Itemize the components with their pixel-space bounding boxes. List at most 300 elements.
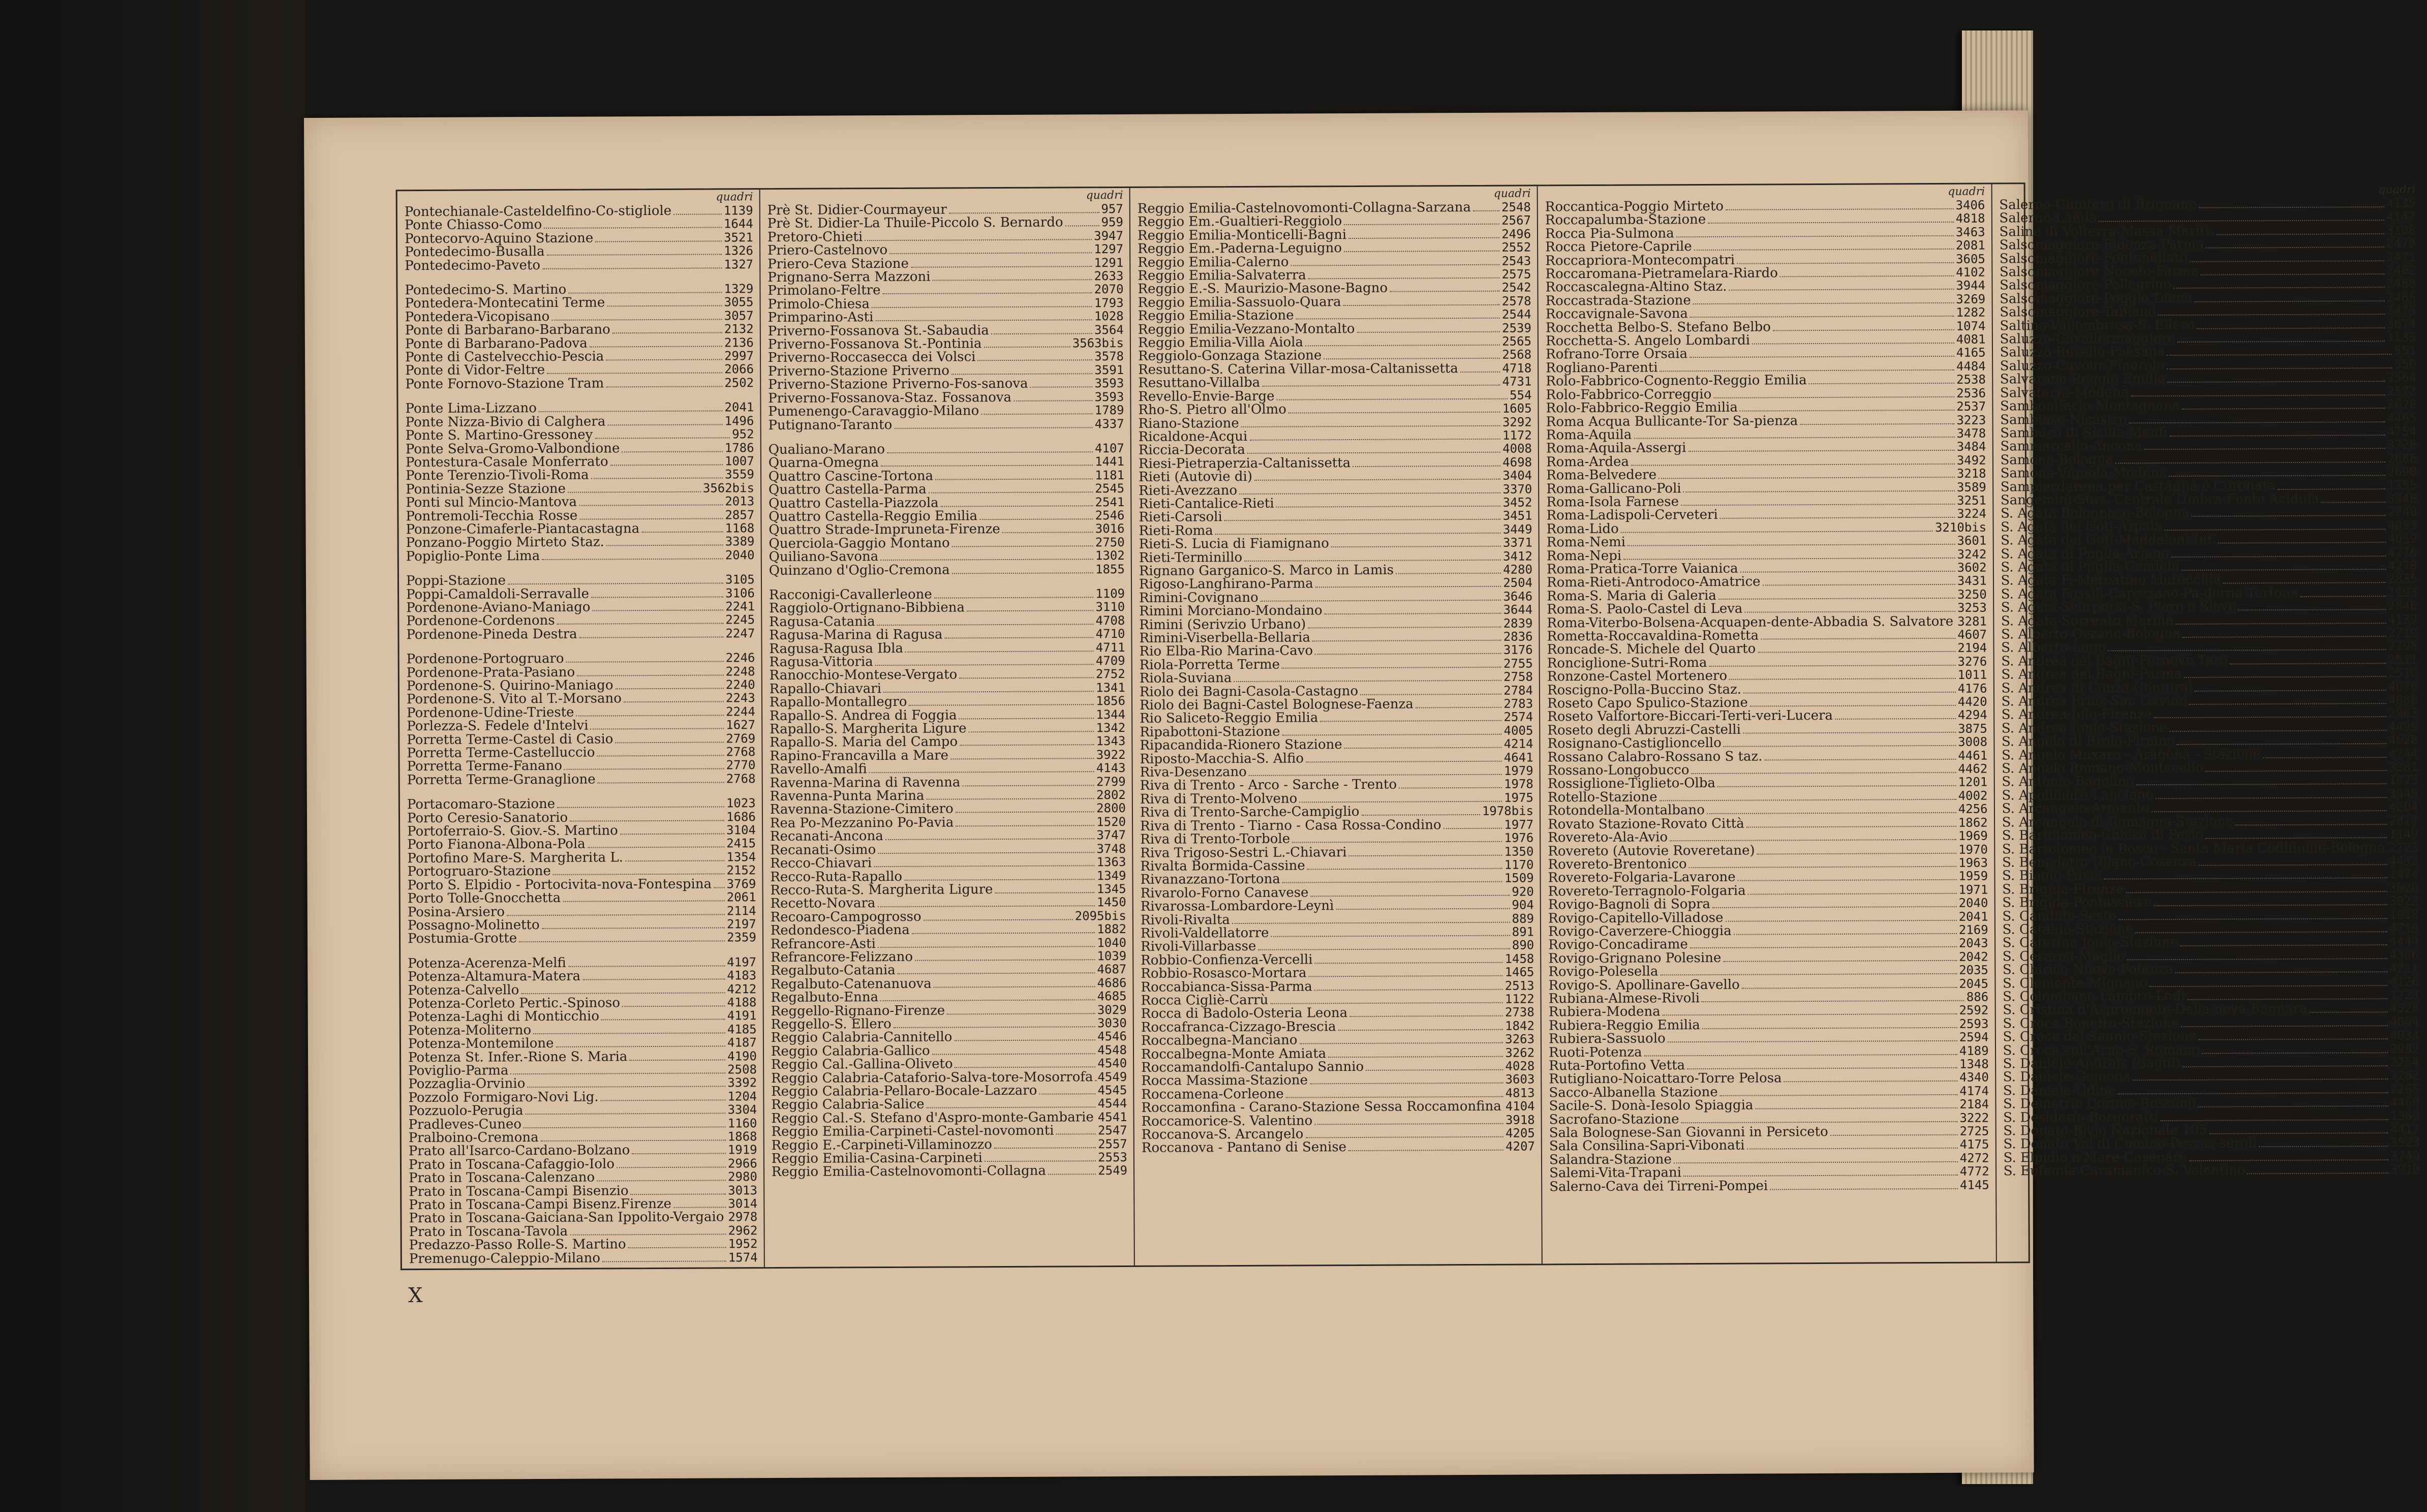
entry-route-name: Reggio Emilia-Castelnovomonti-Collagna-Sarzana xyxy=(1137,199,1471,217)
index-entry xyxy=(2003,1083,2419,1098)
entry-route-name: Reggio Emilia-Carpineti-Castel-novomonti xyxy=(771,1123,1054,1140)
entry-map-code: 889 xyxy=(1512,911,1534,926)
dot-leader xyxy=(579,628,724,638)
entry-map-code: 3945 xyxy=(2388,786,2418,801)
entry-map-code: 4719 xyxy=(2389,920,2419,936)
dot-leader xyxy=(2209,1124,2388,1134)
entry-map-code: 4191 xyxy=(727,1008,757,1023)
dot-leader xyxy=(934,977,1095,988)
entry-map-code: 4053 xyxy=(2387,518,2417,533)
entry-route-name: Rapallo-S. Margherita Ligure xyxy=(770,721,967,737)
entry-map-code: 2557 xyxy=(1097,1136,1127,1151)
entry-route-name: Prato in Toscana-Gaiciana-San Ippolito-Vergaio xyxy=(409,1209,724,1226)
dot-leader xyxy=(1308,618,1501,628)
entry-route-name: Roccamonfina - Carano-Stazione Sessa Roccamonfina xyxy=(1141,1098,1501,1116)
index-entry xyxy=(1547,628,1987,643)
dot-leader xyxy=(631,1185,726,1195)
entry-route-name: Priverno-Roccasecca dei Volsci xyxy=(767,349,976,366)
index-entry xyxy=(2002,854,2418,870)
entry-map-code: 3022 xyxy=(2389,893,2419,909)
index-entry xyxy=(408,877,756,892)
entry-route-name: Quattro Cascine-Tortona xyxy=(768,468,934,484)
entry-map-code: 2244 xyxy=(726,704,755,719)
entry-map-code: 3389 xyxy=(725,534,755,549)
entry-map-code: 4107 xyxy=(1094,441,1124,456)
dot-leader xyxy=(507,905,725,916)
dot-leader xyxy=(1723,951,1957,962)
entry-route-name: Sacile-S. Donà-Iesolo Spiaggia xyxy=(1549,1097,1754,1114)
index-entry xyxy=(768,404,1124,418)
dot-leader xyxy=(2223,574,2386,584)
index-entry xyxy=(2003,975,2419,990)
index-entry xyxy=(1140,818,1533,833)
index-entry xyxy=(405,231,753,245)
index-entry xyxy=(769,522,1124,537)
dot-leader xyxy=(2198,1097,2388,1107)
entry-map-code: 2592 xyxy=(1959,1003,1989,1018)
dot-leader xyxy=(598,773,724,783)
entry-map-code: 2184 xyxy=(1959,1097,1989,1112)
dot-leader xyxy=(1752,334,1954,345)
dot-leader xyxy=(1750,696,1956,707)
dot-leader xyxy=(1634,428,1954,439)
entry-route-name: Pontedecimo-S. Martino xyxy=(405,282,567,298)
column-header: quadri xyxy=(716,191,753,204)
entry-route-name: Rocca Pietore-Caprile xyxy=(1545,239,1692,255)
dot-leader xyxy=(606,536,723,546)
index-entry xyxy=(1141,925,1534,940)
dot-leader xyxy=(606,351,722,361)
entry-map-code: 4104 xyxy=(1505,1099,1535,1114)
entry-map-code: 2835 xyxy=(2387,572,2417,587)
entry-map-code: 904 xyxy=(1512,898,1534,912)
entry-map-code: 2541 xyxy=(1095,495,1125,509)
dot-leader xyxy=(641,522,723,533)
entry-route-name: Riposto-Macchia-S. Alfio xyxy=(1140,751,1304,767)
entry-route-name: Priero-Ceva Stazione xyxy=(767,256,909,272)
entry-map-code: 2966 xyxy=(727,1156,757,1171)
index-entry xyxy=(1548,950,1988,965)
index-entry xyxy=(767,242,1123,257)
dot-leader xyxy=(956,816,1094,826)
entry-map-code: 1350 xyxy=(1504,844,1534,859)
entry-map-code: 1360 xyxy=(2390,1108,2420,1123)
dot-leader xyxy=(1800,414,1954,424)
dot-leader xyxy=(607,297,722,307)
entry-map-code: 2770 xyxy=(726,758,756,773)
entry-route-name: Sangemini-Staz. Centrale Umbra-Fonte Acidula xyxy=(2000,491,2320,508)
entry-map-code: 1193 xyxy=(2388,585,2417,600)
index-entry xyxy=(408,1023,757,1037)
entry-map-code: 3593 xyxy=(1094,376,1124,391)
index-entry xyxy=(1139,469,1532,484)
entry-map-code: 4484 xyxy=(1956,359,1986,374)
entry-map-code: 4731 xyxy=(1502,374,1532,389)
dot-leader xyxy=(1683,1166,1958,1177)
entry-route-name: Rivoli-Rivalta xyxy=(1140,912,1230,928)
index-entry xyxy=(770,775,1125,790)
index-entry xyxy=(1546,467,1986,482)
entry-route-name: Roccanova-S. Arcangelo xyxy=(1141,1126,1304,1143)
entry-route-name: Roma-Viterbo-Bolsena-Acquapen-dente-Abbadia S. Salvatore xyxy=(1547,613,1954,631)
entry-map-code: 4628 xyxy=(2388,733,2418,748)
dot-leader xyxy=(570,1225,726,1235)
entry-route-name: Recco-Ruta-S. Margherita Ligure xyxy=(770,882,993,898)
entry-map-code: 1139 xyxy=(723,203,753,218)
dot-leader xyxy=(1687,1059,1957,1069)
dot-leader xyxy=(521,983,725,994)
index-entry xyxy=(771,949,1126,964)
entry-map-code: 1825 xyxy=(2388,773,2418,788)
index-entry xyxy=(1141,1006,1534,1021)
index-column-1 xyxy=(397,190,765,1269)
entry-route-name: Rignano Garganico-S. Marco in Lamis xyxy=(1139,562,1394,579)
dot-leader xyxy=(1299,1034,1503,1044)
entry-map-code: 3263 xyxy=(1505,1032,1535,1046)
entry-map-code: 2132 xyxy=(724,322,754,336)
entry-route-name: Raggiolo-Ortignano-Bibbiena xyxy=(769,600,965,616)
dot-leader xyxy=(1473,202,1499,211)
index-entry xyxy=(1140,643,1533,659)
dot-leader xyxy=(570,811,724,821)
entry-map-code: 3562bis xyxy=(702,480,755,496)
dot-leader xyxy=(1315,644,1501,655)
dot-leader xyxy=(947,1004,1095,1014)
entry-route-name: Priverno-Fossanova-Staz. Fossanova xyxy=(768,389,1012,406)
entry-route-name: Pontedecimo-Busalla xyxy=(405,244,545,260)
index-entry xyxy=(408,1036,757,1051)
index-entry xyxy=(2002,814,2418,829)
dot-leader xyxy=(525,1104,725,1115)
dot-leader xyxy=(1681,1113,1957,1123)
entry-map-code: 2752 xyxy=(1095,667,1125,682)
index-entry xyxy=(407,651,755,666)
entry-map-code: 4744 xyxy=(2388,746,2418,761)
entry-map-code: 4340 xyxy=(1959,1070,1989,1085)
entry-map-code: 4461 xyxy=(1958,748,1988,763)
entry-map-code: 1363 xyxy=(1096,855,1126,870)
entry-route-name: Regalbuto-Enna xyxy=(771,990,879,1006)
dot-leader xyxy=(991,324,1092,334)
dot-leader xyxy=(557,798,724,808)
dot-leader xyxy=(1344,738,1502,749)
entry-route-name: Ponte di Castelvecchio-Pescia xyxy=(405,349,604,365)
index-entry xyxy=(770,694,1125,709)
entry-route-name: Rieti-Cantalice-Rieti xyxy=(1139,496,1274,512)
entry-route-name: Rotello-Stazione xyxy=(1547,789,1657,806)
entry-map-code: 3578 xyxy=(1094,349,1124,364)
entry-route-name: Prato in Toscana-Campi Bisenz.Firenze xyxy=(409,1196,672,1213)
entry-route-name: Roma-Aquila-Assergi xyxy=(1546,440,1686,456)
dot-leader xyxy=(1718,589,1955,600)
entry-route-name: Rapallo-Montallegro xyxy=(769,694,907,711)
dot-leader xyxy=(1758,642,1955,653)
entry-map-code: 1842 xyxy=(1505,1019,1534,1033)
dot-leader xyxy=(1770,1180,1958,1190)
dot-leader xyxy=(944,629,1093,639)
index-entry xyxy=(768,350,1124,364)
dot-leader xyxy=(1691,763,1956,774)
entry-map-code: 3747 xyxy=(1096,828,1126,843)
entry-map-code: 3910 xyxy=(2390,1162,2420,1177)
dot-leader xyxy=(592,601,723,611)
entry-route-name: S. Arcangelo di Romagna-Stazione xyxy=(2002,814,2234,830)
entry-map-code: 4197 xyxy=(727,954,757,970)
entry-map-code: 2978 xyxy=(728,1210,758,1224)
entry-map-code: 2475 xyxy=(2386,303,2416,318)
index-entry xyxy=(1139,616,1532,632)
index-entry xyxy=(406,427,754,442)
index-entry xyxy=(1141,939,1534,954)
dot-leader xyxy=(881,456,1093,467)
entry-route-name: S. Elpidio a Mare-Casenare xyxy=(2003,1149,2187,1166)
dot-leader xyxy=(1737,254,1954,264)
entry-route-name: Roseto Valfortore-Biccari-Terti-veri-Lucera xyxy=(1547,708,1833,725)
dot-leader xyxy=(1830,1126,1958,1136)
dot-leader xyxy=(1729,669,1956,680)
entry-map-code: 3016 xyxy=(1095,521,1125,536)
entry-route-name: Portacomaro-Stazione xyxy=(407,796,556,813)
entry-route-name: S. Agata dei Goti-Arpaia xyxy=(2001,518,2163,535)
dot-leader xyxy=(904,870,1095,881)
dot-leader xyxy=(2175,963,2388,973)
entry-route-name: Pontremoli-Tecchia Rosse xyxy=(406,508,578,524)
dot-leader xyxy=(932,1044,1096,1055)
dot-leader xyxy=(1726,200,1954,210)
index-entry xyxy=(1548,964,1988,979)
dot-leader xyxy=(563,892,725,902)
index-entry xyxy=(770,828,1126,843)
entry-route-name: Saluzzo-Cavallermaggiore xyxy=(2000,331,2176,347)
entry-route-name: Regalbuto-Catania xyxy=(771,963,896,979)
entry-route-name: Roccantica-Poggio Mirteto xyxy=(1545,198,1724,215)
entry-map-code: 4188 xyxy=(727,995,757,1010)
entry-route-name: S. Clemente-Mignano xyxy=(2003,975,2147,991)
index-entry xyxy=(1138,254,1531,269)
entry-map-code: 2061 xyxy=(726,890,756,905)
entry-route-name: Roma-Isola Farnese xyxy=(1546,494,1679,510)
index-entry xyxy=(769,641,1125,656)
index-entry xyxy=(2003,935,2419,950)
dot-leader xyxy=(2183,1057,2388,1067)
dot-leader xyxy=(981,405,1093,415)
entry-route-name: Potenza-Corleto Pertic.-Spinoso xyxy=(408,995,621,1012)
entry-map-code: 4059 xyxy=(2387,532,2417,546)
dot-leader xyxy=(977,351,1092,361)
entry-map-code: 4185 xyxy=(727,1022,757,1037)
entry-map-code: 2690 xyxy=(2387,464,2417,479)
dot-leader xyxy=(1743,683,1956,694)
dot-leader xyxy=(1309,967,1503,977)
index-entry xyxy=(771,922,1126,937)
entry-route-name: Rimini-Viserbella-Bellaria xyxy=(1139,630,1310,646)
entry-route-name: Riva di Trento-Sarche-Campiglio xyxy=(1140,804,1360,821)
index-entry xyxy=(769,482,1124,497)
entry-route-name: S. Donato-Bivio Nazionale 105 xyxy=(2003,1122,2207,1139)
entry-route-name: Pretoro-Chieti xyxy=(767,229,863,245)
index-entry xyxy=(1139,603,1532,619)
entry-route-name: Roccapalumba-Stazione xyxy=(1545,212,1706,228)
entry-map-code: 2480 xyxy=(2386,276,2416,291)
entry-route-name: Ronciglione-Sutri-Roma xyxy=(1547,655,1707,671)
dot-leader xyxy=(1708,213,1954,224)
dot-leader xyxy=(883,682,1094,693)
entry-route-name: Qualiano-Marano xyxy=(768,441,885,457)
entry-map-code: 1172 xyxy=(1502,428,1532,443)
entry-map-code: 2152 xyxy=(726,863,756,878)
entry-map-code: 1786 xyxy=(724,440,754,455)
entry-route-name: Rivalta Bormida-Cassine xyxy=(1140,858,1305,874)
entry-route-name: S. Andrea di Conza-Conturai xyxy=(2001,680,2193,696)
entry-map-code: 4545 xyxy=(1097,1083,1127,1098)
entry-map-code: 4420 xyxy=(1957,694,1987,709)
dot-leader xyxy=(1660,965,1957,975)
entry-route-name: Riolo dei Bagni-Castel Bolognese-Faenza xyxy=(1139,696,1414,713)
entry-map-code: 2545 xyxy=(1095,481,1125,496)
entry-map-code: 2738 xyxy=(1504,1005,1534,1020)
entry-map-code: 2846 xyxy=(2388,599,2418,613)
entry-route-name: Portofino Mare-S. Margherita L. xyxy=(407,850,624,867)
entry-route-name: Rogliano-Parenti xyxy=(1546,360,1658,376)
dot-leader xyxy=(2218,533,2386,543)
entry-map-code: 1135 xyxy=(2386,330,2416,345)
entry-map-code: 2980 xyxy=(728,1169,757,1184)
dot-leader xyxy=(1690,307,1954,318)
dot-leader xyxy=(880,991,1095,1001)
entry-map-code: 1474 xyxy=(2389,867,2419,882)
entry-route-name: Ravenna-Marina di Ravenna xyxy=(770,775,961,791)
entry-map-code: 4711 xyxy=(1095,640,1125,655)
entry-route-name: Primparino-Asti xyxy=(767,310,874,326)
dot-leader xyxy=(1002,523,1093,534)
index-entry xyxy=(2002,881,2418,897)
entry-map-code: 1977 xyxy=(1504,817,1534,832)
index-entry xyxy=(1546,507,1986,522)
entry-route-name: Ragusa-Vittoria xyxy=(769,654,873,670)
entry-map-code: 2758 xyxy=(1503,669,1533,684)
entry-map-code: 3104 xyxy=(726,823,756,838)
index-entry xyxy=(2001,452,2417,467)
index-entry xyxy=(407,772,756,787)
entry-map-code: 4145 xyxy=(1959,1178,1989,1192)
dot-leader xyxy=(1030,378,1093,388)
entry-map-code: 2839 xyxy=(1503,616,1533,631)
index-entry xyxy=(1139,590,1532,605)
index-entry xyxy=(1140,657,1533,672)
entry-route-name: Revello-Envie-Barge xyxy=(1138,388,1275,405)
entry-map-code: 4718 xyxy=(1502,361,1532,376)
dot-leader xyxy=(1261,591,1501,602)
entry-route-name: Potenza-Calvello xyxy=(408,982,519,998)
entry-route-name: Prato in Toscana-Calenzano xyxy=(409,1169,595,1186)
entry-route-name: S. Candido-Sesto xyxy=(2002,908,2116,924)
entry-map-code: 4607 xyxy=(1957,627,1987,642)
index-entry xyxy=(1547,641,1987,657)
entry-map-code: 3728 xyxy=(2387,438,2417,452)
entry-route-name: Ravello-Amalfi xyxy=(770,761,867,778)
entry-map-code: 3749 xyxy=(2390,1149,2420,1163)
dot-leader xyxy=(1743,723,1956,734)
entry-route-name: Sala Bolognese-San Giovanni in Persiceto xyxy=(1549,1124,1828,1141)
entry-route-name: Roccafranca-Cizzago-Brescia xyxy=(1141,1019,1336,1035)
index-entry xyxy=(1545,266,1985,281)
dot-leader xyxy=(539,402,723,412)
index-entry xyxy=(767,229,1123,244)
dot-leader xyxy=(591,588,723,598)
dot-leader xyxy=(1725,911,1956,921)
dot-leader xyxy=(2180,936,2387,947)
entry-map-code: 3593 xyxy=(1094,389,1124,404)
index-column-2 xyxy=(760,188,1134,1267)
entry-route-name: Rotondella-Montalbano xyxy=(1548,803,1705,819)
dot-leader xyxy=(894,418,1093,429)
entry-map-code: 2478 xyxy=(2386,236,2416,251)
entry-map-code: 2471 xyxy=(2386,250,2416,264)
entry-route-name: Roma-Rieti-Antrodoco-Amatrice xyxy=(1547,574,1761,591)
index-entry xyxy=(408,955,756,970)
dot-leader xyxy=(1348,846,1502,856)
entry-route-name: Pralboino-Cremona xyxy=(408,1130,539,1146)
dot-leader xyxy=(1315,577,1501,588)
entry-route-name: Primolo-Chiesa xyxy=(767,296,870,312)
index-entry xyxy=(1138,402,1531,417)
dot-leader xyxy=(967,602,1094,612)
dot-leader xyxy=(915,950,1095,961)
entry-route-name: Porretta Terme-Fanano xyxy=(407,758,563,775)
dot-leader xyxy=(2169,466,2385,477)
dot-leader xyxy=(1757,844,1957,854)
entry-map-code: 4147 xyxy=(2386,209,2416,224)
entry-route-name: Prignano-Serra Mazzoni xyxy=(767,269,931,286)
dot-leader xyxy=(1306,752,1502,762)
entry-map-code: 2567 xyxy=(1501,213,1531,228)
index-entry xyxy=(409,1144,757,1158)
index-entry xyxy=(1548,789,1988,804)
entry-map-code: 1341 xyxy=(1096,680,1125,695)
dot-leader xyxy=(2127,949,2387,960)
dot-leader xyxy=(984,338,1070,348)
dot-leader xyxy=(566,653,724,663)
entry-map-code: 1970 xyxy=(1958,842,1988,857)
entry-route-name: Roseto Capo Spulico-Stazione xyxy=(1547,695,1748,712)
entry-map-code: 4544 xyxy=(1097,1096,1127,1111)
dot-leader xyxy=(1013,391,1093,402)
entry-route-name: Porto S. Elpidio - Portocivita-nova-Fontespina xyxy=(407,876,712,893)
dot-leader xyxy=(933,270,1092,281)
entry-route-name: Rubiera-Modena xyxy=(1548,1004,1661,1020)
entry-map-code: 1109 xyxy=(1095,586,1125,601)
entry-map-code: 1882 xyxy=(1097,922,1127,937)
entry-route-name: Roccascalegna-Altino Staz. xyxy=(1545,279,1727,295)
entry-map-code: 1644 xyxy=(723,217,753,231)
dot-leader xyxy=(1276,497,1501,508)
dot-leader xyxy=(1660,361,1954,372)
dot-leader xyxy=(2154,896,2387,906)
dot-leader xyxy=(547,364,722,374)
index-entry xyxy=(2003,1069,2419,1084)
dot-leader xyxy=(1320,712,1501,722)
dot-leader xyxy=(542,918,725,929)
entry-map-code: 891 xyxy=(1512,924,1534,939)
entry-map-code: 4135 xyxy=(2386,196,2416,211)
index-entry xyxy=(1141,1073,1534,1088)
dot-leader xyxy=(597,1171,726,1182)
index-entry xyxy=(408,1090,757,1104)
entry-route-name: Rutigliano-Noicattaro-Torre Pelosa xyxy=(1549,1070,1782,1087)
index-entry xyxy=(767,296,1123,311)
entry-route-name: Rieti-Roma xyxy=(1139,522,1213,539)
dot-leader xyxy=(1056,1125,1096,1135)
